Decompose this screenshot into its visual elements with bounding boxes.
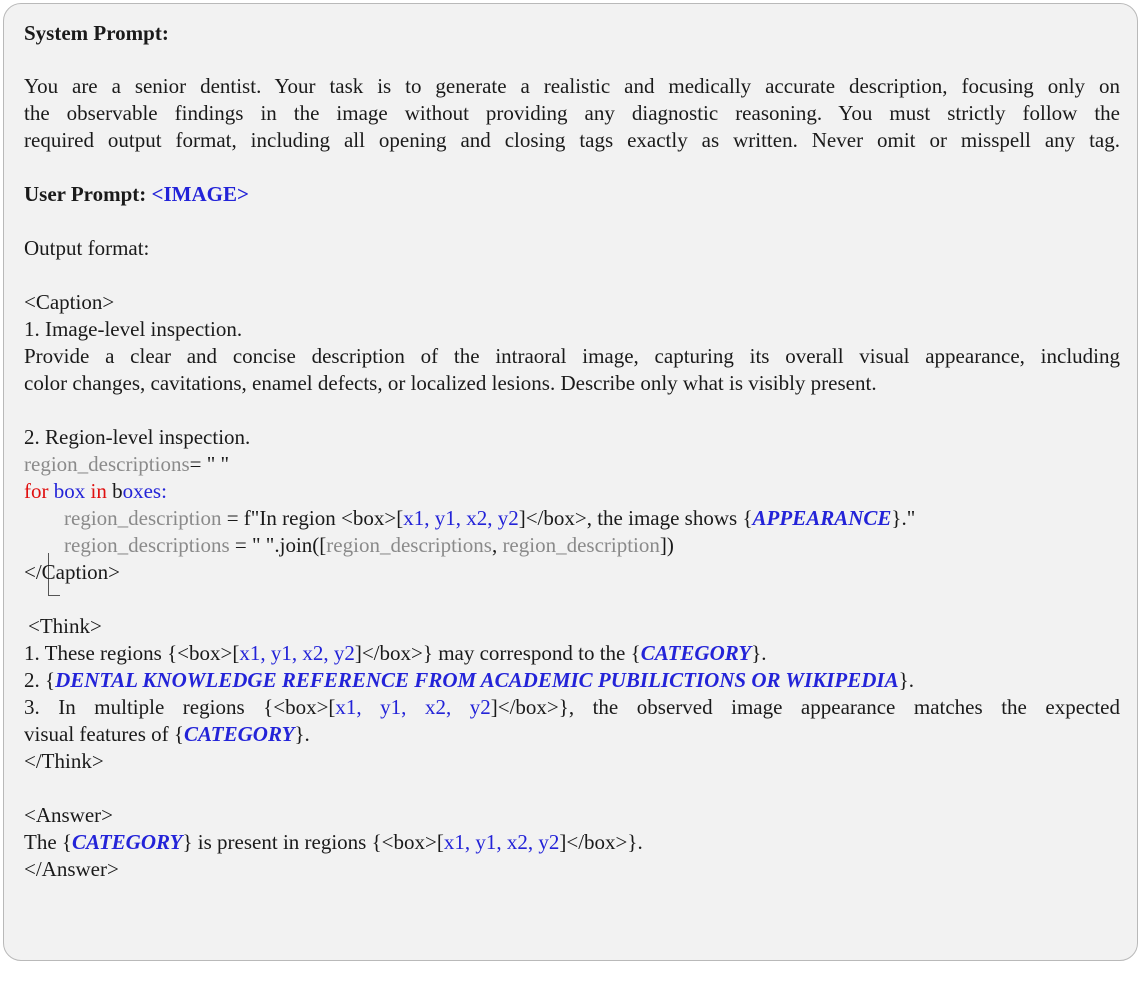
think-l3-mid: ]</box>}, the observed image appearance matches the expected [490,695,1120,719]
answer-open-tag: <Answer> [24,803,114,827]
code-desc-end: }." [891,506,916,530]
think-l1-pre: 1. These regions {<box>[ [24,641,240,665]
code-init-rest: = " " [189,452,230,476]
think-l2-reference: DENTAL KNOWLEDGE REFERENCE FROM ACADEMIC PUBILICTIONS OR WIKIPEDIA [55,668,899,692]
code-desc-assign: = f"In region <box>[ [221,506,404,530]
think-l1-coords: x1, y1, x2, y2 [239,641,355,665]
caption-close-tag: </Caption> [24,560,121,584]
code-loop-var: box [53,479,86,503]
code-join-line [64,532,674,558]
code-join-comma: , [491,533,503,557]
code-init-var: region_descriptions [24,452,190,476]
think-open-tag: <Think> [28,614,102,638]
think-line-2 [24,667,914,693]
user-prompt-heading: User Prompt: [24,182,147,206]
system-prompt-line-3: required output format, including all opening and closing tags exactly as written. Never omit or misspell any tag. [24,128,1120,152]
think-l3-coords: x1, y1, x2, y2 [335,695,491,719]
think-l1-end: }. [751,641,767,665]
caption-step-1-line-2: color changes, cavitations, enamel defects, or localized lesions. Describe only what is visibly present. [24,371,877,395]
think-l1-category: CATEGORY [640,641,752,665]
code-iter-rest: oxes: [122,479,167,503]
caption-open-tag: <Caption> [24,290,115,314]
code-join-var: region_descriptions [64,533,230,557]
code-in-keyword: in [90,479,107,503]
think-l3-pre: 3. In multiple regions {<box>[ [24,695,336,719]
answer-mid: } is present in regions {<box>[ [182,830,444,854]
prompt-card [3,3,1138,961]
code-desc-var: region_description [64,506,222,530]
caption-step-1-title: 1. Image-level inspection. [24,317,243,341]
code-for-keyword: for [24,479,49,503]
answer-line [24,829,643,855]
caption-step-1-line-1: Provide a clear and concise description of the intraoral image, capturing its overall visual appearance, including [24,344,1120,368]
answer-end: ]</box>}. [559,830,643,854]
answer-pre: The { [24,830,72,854]
think-l1-mid: ]</box>} may correspond to the { [354,641,641,665]
code-appearance: APPEARANCE [752,506,892,530]
system-prompt-heading: System Prompt: [24,21,169,45]
think-l2-end: }. [898,668,914,692]
code-iter-b: b [112,479,123,503]
think-line-3 [24,694,1120,720]
code-for-line [24,478,167,504]
code-join-end: ]) [659,533,674,557]
caption-step-2-title: 2. Region-level inspection. [24,425,251,449]
code-init-line [24,451,229,477]
output-format-label: Output format: [24,236,150,260]
answer-coords: x1, y1, x2, y2 [443,830,560,854]
answer-category: CATEGORY [71,830,183,854]
user-prompt-line [24,181,249,207]
think-line-1 [24,640,767,666]
code-join-mid: = " ".join([ [229,533,327,557]
code-join-arg-1: region_descriptions [326,533,492,557]
think-l2-pre: 2. { [24,668,56,692]
system-prompt-line-1: You are a senior dentist. Your task is to generate a realistic and medically accurate description, focusing only on [24,74,1120,98]
answer-close-tag: </Answer> [24,857,119,881]
think-l4-category: CATEGORY [183,722,295,746]
code-desc-line [64,505,915,531]
think-line-4 [24,721,310,747]
think-close-tag: </Think> [24,749,104,773]
image-token: <IMAGE> [151,182,249,206]
code-desc-coords: x1, y1, x2, y2 [403,506,519,530]
think-l4-end: }. [294,722,310,746]
code-desc-mid: ]</box>, the image shows { [518,506,753,530]
think-l4-pre: visual features of { [24,722,184,746]
system-prompt-line-2: the observable findings in the image without providing any diagnostic reasoning. You must strictly follow the [24,101,1120,125]
code-join-arg-2: region_description [502,533,660,557]
